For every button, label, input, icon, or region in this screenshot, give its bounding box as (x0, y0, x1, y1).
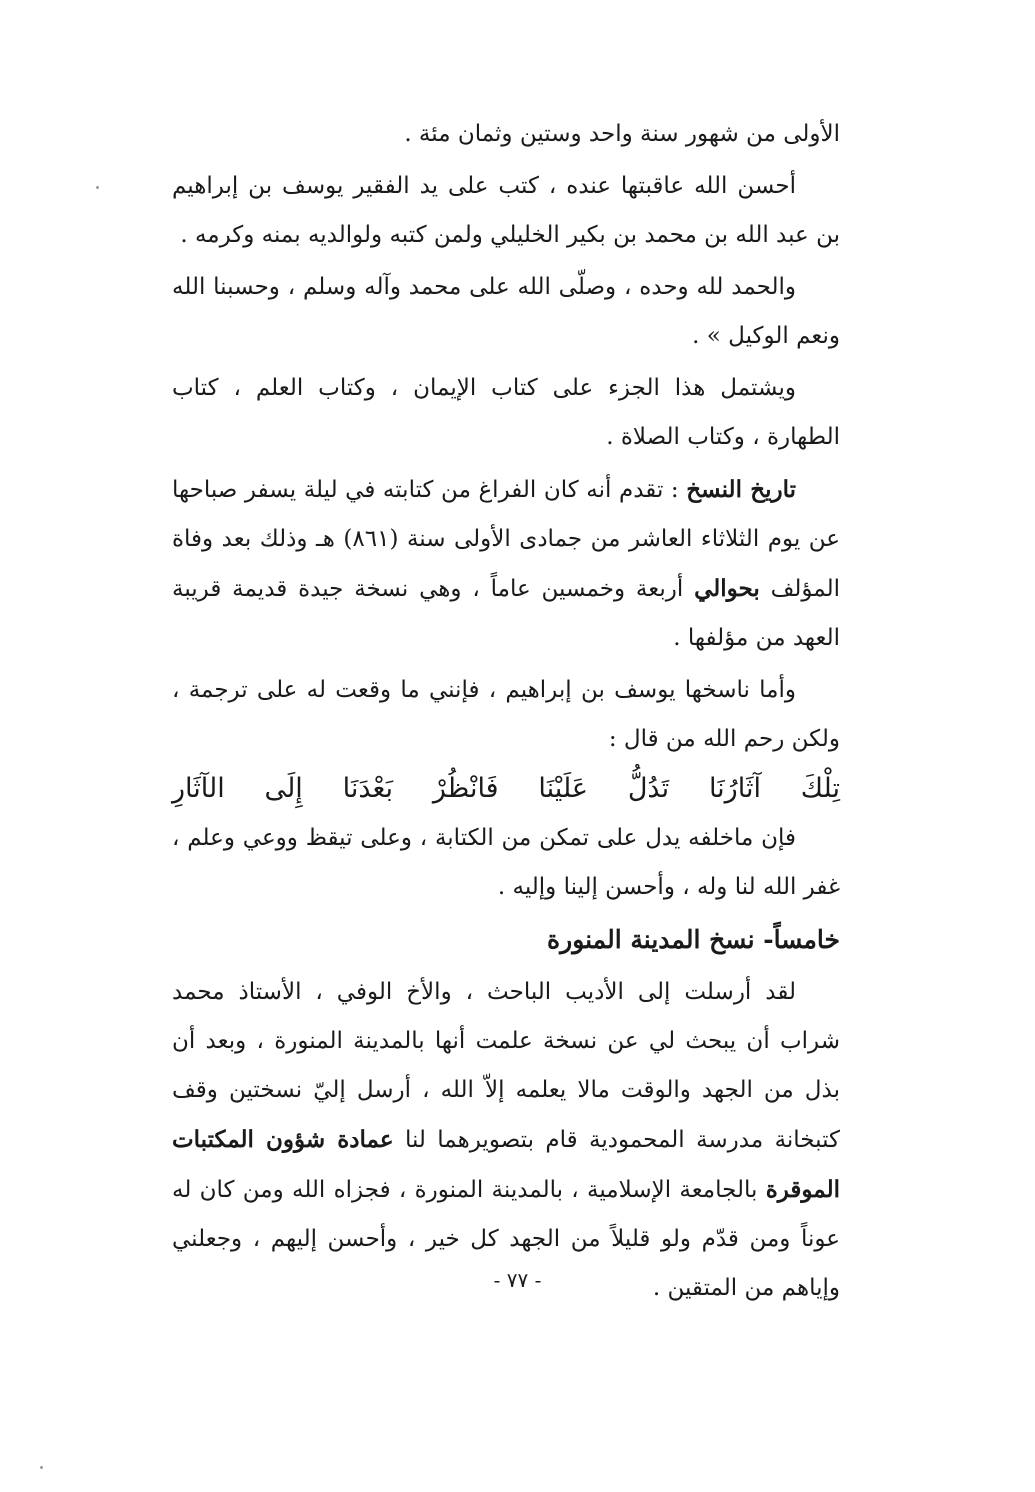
paragraph-3: والحمد لله وحده ، وصلّى الله على محمد وآله وسلم ، وحسبنا الله ونعم الوكيل » . (172, 274, 840, 349)
copy-date-bold-word: بحوالي (694, 575, 760, 602)
poem-verse: تِلْكَ آثَارُنَا تَدُلُّ عَلَيْنَا فَانْظُرْ بَعْدَنَا إِلَى الآثَارِ (172, 773, 840, 804)
paragraph-4: ويشتمل هذا الجزء على كتاب الإيمان ، وكتاب العلم ، كتاب الطهارة ، وكتاب الصلاة . (172, 375, 840, 450)
scan-speck (96, 186, 99, 189)
medina-bold-org: عمادة شؤون المكتبات الموقرة (172, 1126, 840, 1203)
paragraph-6: وأما ناسخها يوسف بن إبراهيم ، فإنني ما وقعت له على ترجمة ، ولكن رحم الله من قال : (172, 677, 840, 752)
copy-date-label: تاريخ النسخ (686, 476, 796, 503)
paragraph-8 (172, 968, 840, 1313)
copy-date-text-b: أربعة وخمسين عاماً ، وهي نسخة جيدة قديمة قريبة العهد من مؤلفها . (172, 576, 840, 651)
paragraph-5 (172, 465, 840, 663)
paragraph-1: الأولى من شهور سنة واحد وستين وثمان مئة . (404, 121, 840, 147)
paragraph-2: أحسن الله عاقبتها عنده ، كتب على يد الفقير يوسف بن إبراهيم بن عبد الله بن محمد بن بكير الخليلي ولمن كتبه ولوالديه بمنه وكرمه . (172, 173, 840, 248)
main-text-block (172, 110, 840, 1313)
medina-text-b: بالجامعة الإسلامية ، بالمدينة المنورة ، فجزاه الله ومن كان له عوناً ومن قدّم ولو قليلاً من الجهد كل خير ، وأحسن إليهم ، وجعلني وإياهم من المتقين . (172, 1177, 840, 1301)
copy-date-text-a: : تقدم أنه كان الفراغ من كتابته في ليلة يسفر صباحها عن يوم الثلاثاء العاشر من جمادى الأولى سنة (٨٦١) هـ وذلك بعد وفاة المؤلف (172, 477, 840, 602)
section-heading: خامساً- نسخ المدينة المنورة (547, 925, 840, 954)
paragraph-7: فإن ماخلفه يدل على تمكن من الكتابة ، وعلى تيقظ ووعي وعلم ، غفر الله لنا وله ، وأحسن إلينا وإليه . (172, 825, 840, 900)
scan-speck (40, 1466, 43, 1469)
page-number: - ٧٧ - (493, 1268, 542, 1292)
medina-text-a: لقد أرسلت إلى الأديب الباحث ، والأخ الوفي ، الأستاذ محمد شراب أن يبحث لي عن نسخة علمت أنها بالمدينة المنورة ، وبعد أن بذل من الجهد والوقت مالا يعلمه إلاّ الله ، أرسل إليّ نسختين وقف كتبخانة مدرسة المحمودية قام بتصويرهما لنا (172, 979, 840, 1153)
